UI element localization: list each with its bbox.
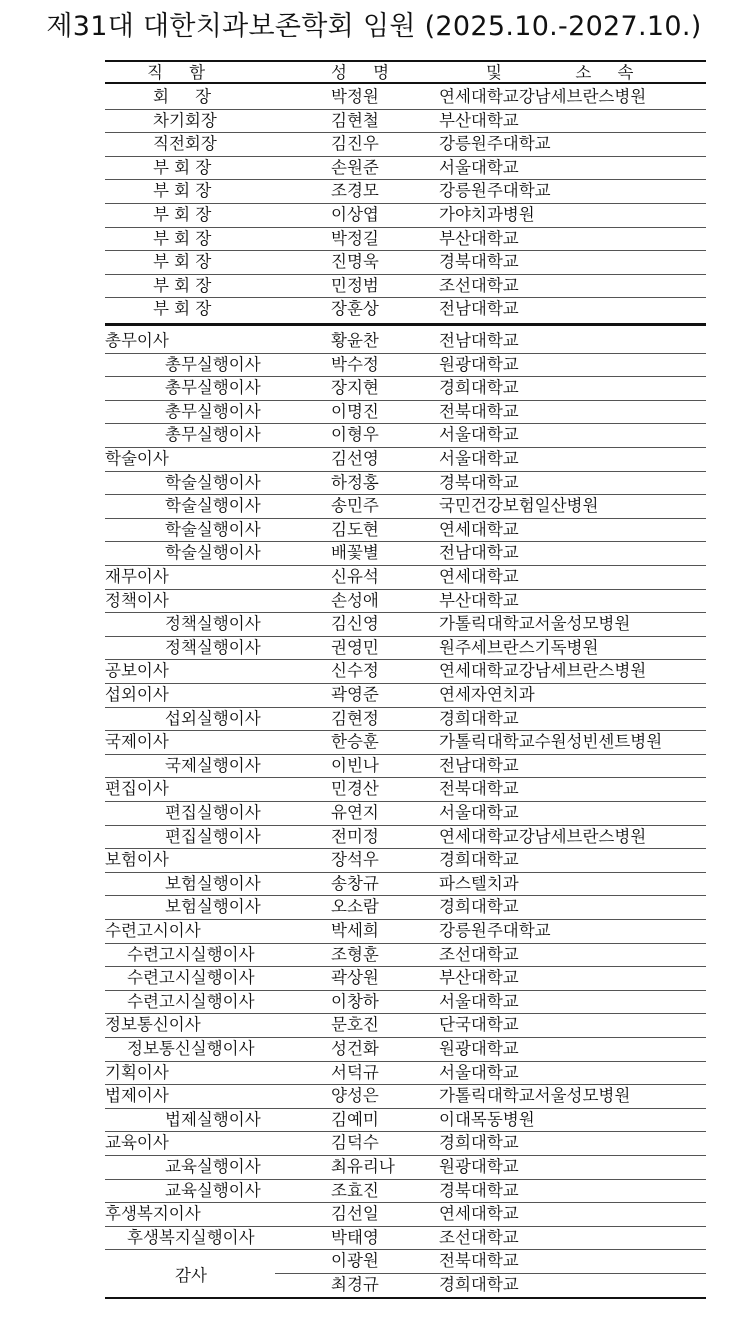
auditor-affiliation: 경희대학교: [439, 1275, 519, 1294]
director-position: 교육실행이사: [165, 1157, 261, 1176]
header-position: 직 함: [147, 63, 206, 82]
director-position: 공보이사: [105, 661, 169, 681]
header-name: 성 명: [331, 63, 390, 82]
director-name: 곽상원: [331, 968, 379, 988]
officer-affiliation: 서울대학교: [439, 157, 519, 177]
director-position: 후생복지이사: [105, 1204, 201, 1224]
director-name: 이명진: [331, 401, 379, 421]
director-name: 손성애: [331, 590, 379, 610]
director-name: 문호진: [331, 1015, 379, 1035]
director-affiliation: 부산대학교: [439, 590, 519, 610]
director-affiliation: 전남대학교: [439, 331, 519, 350]
director-position: 국제이사: [105, 732, 169, 752]
officer-position: 부 회 장: [153, 181, 212, 201]
director-name: 김현정: [331, 708, 379, 728]
director-affiliation: 조선대학교: [439, 944, 519, 964]
director-affiliation: 부산대학교: [439, 968, 519, 988]
director-position: 국제실행이사: [165, 755, 261, 775]
officer-row: [105, 132, 706, 156]
director-position: 수련고시이사: [105, 921, 201, 940]
director-position: 학술실행이사: [165, 543, 261, 563]
director-position: 총무실행이사: [165, 378, 261, 398]
director-position: 교육실행이사: [165, 1180, 261, 1200]
director-affiliation: 원광대학교: [439, 1157, 519, 1176]
director-row: [105, 754, 706, 778]
director-row: [105, 707, 706, 731]
director-affiliation: 가톨릭대학교수원성빈센트병원: [439, 732, 663, 752]
director-affiliation: 원광대학교: [439, 354, 519, 374]
director-position: 편집이사: [105, 779, 169, 799]
director-row: [105, 447, 706, 471]
officer-affiliation: 부산대학교: [439, 228, 519, 248]
director-name: 민경산: [331, 779, 379, 799]
director-affiliation: 조선대학교: [439, 1227, 519, 1247]
officer-position: 부 회 장: [153, 299, 212, 319]
director-name: 박태영: [331, 1227, 379, 1247]
auditor-name: 최경규: [331, 1275, 379, 1294]
director-name: 곽영준: [331, 685, 379, 704]
director-row: [105, 1013, 706, 1037]
director-row: [105, 423, 706, 447]
auditor-row: [105, 1249, 706, 1273]
director-name: 송민주: [331, 496, 379, 516]
director-position: 수련고시실행이사: [127, 968, 255, 988]
director-position: 보험이사: [105, 850, 169, 870]
officer-position: 차기회장: [153, 110, 217, 130]
table-header: [105, 60, 706, 84]
director-position: 수련고시실행이사: [127, 991, 255, 1011]
director-affiliation: 강릉원주대학교: [439, 921, 551, 940]
officer-affiliation: 조선대학교: [439, 275, 519, 295]
director-affiliation: 경희대학교: [439, 897, 519, 917]
officer-row: [105, 156, 706, 180]
director-affiliation: 서울대학교: [439, 425, 519, 445]
director-position: 법제실행이사: [165, 1109, 261, 1129]
officer-row: [105, 179, 706, 203]
director-name: 신수정: [331, 661, 379, 681]
director-position: 총무실행이사: [165, 354, 261, 374]
director-affiliation: 서울대학교: [439, 449, 519, 468]
director-affiliation: 전남대학교: [439, 543, 519, 563]
director-affiliation: 이대목동병원: [439, 1109, 535, 1129]
page-title: 제31대 대한치과보존학회 임원 (2025.10.-2027.10.): [46, 11, 702, 42]
table-bottom-border: [105, 1297, 706, 1299]
director-name: 송창규: [331, 873, 379, 893]
director-name: 박수정: [331, 354, 379, 374]
director-affiliation: 연세대학교: [439, 1204, 519, 1224]
director-row: [105, 1108, 706, 1132]
auditor-position: 감사: [175, 1266, 207, 1285]
director-name: 조형훈: [331, 944, 379, 964]
director-position: 정보통신이사: [105, 1015, 201, 1035]
officer-name: 진명욱: [331, 252, 379, 272]
director-row: [105, 659, 706, 683]
director-row: [105, 541, 706, 565]
officer-affiliation: 강릉원주대학교: [439, 134, 551, 154]
director-name: 이형우: [331, 425, 379, 445]
director-name: 김예미: [331, 1109, 379, 1129]
director-affiliation: 서울대학교: [439, 1062, 519, 1082]
director-affiliation: 연세자연치과: [439, 685, 535, 704]
officer-row: [105, 274, 706, 298]
director-position: 편집실행이사: [165, 803, 261, 822]
officer-position: 부 회 장: [153, 228, 212, 248]
officer-row: [105, 203, 706, 227]
director-row: [105, 895, 706, 919]
director-position: 기획이사: [105, 1062, 169, 1082]
director-affiliation: 국민건강보험일산병원: [439, 496, 599, 516]
director-name: 김선일: [331, 1204, 379, 1224]
director-row: [105, 966, 706, 990]
director-position: 정책실행이사: [165, 614, 261, 634]
director-row: [105, 612, 706, 636]
director-affiliation: 파스텔치과: [439, 873, 519, 893]
director-position: 교육이사: [105, 1133, 169, 1153]
director-affiliation: 가톨릭대학교서울성모병원: [439, 1086, 631, 1106]
director-row: [105, 683, 706, 707]
auditor-row: [105, 1273, 706, 1297]
director-row: [105, 872, 706, 896]
director-row: [105, 1037, 706, 1061]
director-row: [105, 471, 706, 495]
officer-affiliation: 연세대학교강남세브란스병원: [439, 87, 647, 106]
director-row: [105, 353, 706, 377]
director-affiliation: 전북대학교: [439, 401, 519, 421]
officer-row: [105, 297, 706, 321]
director-row: [105, 565, 706, 589]
officer-name: 조경모: [331, 181, 379, 201]
director-position: 총무실행이사: [165, 425, 261, 445]
officer-name: 손원준: [331, 157, 379, 177]
director-row: [105, 730, 706, 754]
director-row: [105, 848, 706, 872]
officer-position: 직전회장: [153, 134, 217, 154]
director-affiliation: 연세대학교강남세브란스병원: [439, 661, 647, 681]
director-row: [105, 329, 706, 353]
director-name: 이창하: [331, 991, 379, 1011]
officer-row: [105, 109, 706, 133]
director-name: 김신영: [331, 614, 379, 634]
director-name: 조효진: [331, 1180, 379, 1200]
officer-name: 박정원: [331, 87, 379, 106]
officer-row: [105, 250, 706, 274]
director-row: [105, 1226, 706, 1250]
director-name: 서덕규: [331, 1062, 379, 1082]
director-row: [105, 494, 706, 518]
director-row: [105, 1061, 706, 1085]
officer-row: [105, 85, 706, 109]
director-name: 김덕수: [331, 1133, 379, 1153]
director-affiliation: 연세대학교: [439, 519, 519, 539]
director-position: 보험실행이사: [165, 873, 261, 893]
director-affiliation: 전남대학교: [439, 755, 519, 775]
officer-position: 부 회 장: [153, 205, 212, 224]
officer-position: 부 회 장: [153, 275, 212, 295]
auditor-name: 이광원: [331, 1251, 379, 1271]
officer-position: 부 회 장: [153, 252, 212, 272]
director-affiliation: 경희대학교: [439, 850, 519, 870]
officer-name: 이상엽: [331, 205, 379, 224]
director-name: 최유리나: [331, 1157, 395, 1176]
officer-name: 김진우: [331, 134, 379, 154]
director-affiliation: 연세대학교강남세브란스병원: [439, 826, 647, 846]
director-name: 한승훈: [331, 732, 379, 752]
director-name: 신유석: [331, 567, 379, 586]
director-position: 학술이사: [105, 449, 169, 468]
director-affiliation: 경희대학교: [439, 708, 519, 728]
section-divider: [105, 323, 706, 326]
officer-name: 김현철: [331, 110, 379, 130]
director-affiliation: 경북대학교: [439, 472, 519, 492]
director-name: 장석우: [331, 850, 379, 870]
director-position: 후생복지실행이사: [127, 1227, 255, 1247]
director-position: 총무이사: [105, 331, 169, 350]
director-position: 재무이사: [105, 567, 169, 586]
officer-affiliation: 부산대학교: [439, 110, 519, 130]
header-affiliation: 및 소 속: [486, 63, 634, 82]
director-row: [105, 825, 706, 849]
director-position: 법제이사: [105, 1086, 169, 1106]
officer-row: [105, 227, 706, 251]
director-position: 정보통신실행이사: [127, 1039, 255, 1058]
director-position: 보험실행이사: [165, 897, 261, 917]
director-row: [105, 376, 706, 400]
director-position: 학술실행이사: [165, 519, 261, 539]
director-name: 박세희: [331, 921, 379, 940]
director-name: 하정홍: [331, 472, 379, 492]
director-row: [105, 1179, 706, 1203]
officer-affiliation: 가야치과병원: [439, 205, 535, 224]
officer-position: 회 장: [153, 87, 212, 106]
auditor-affiliation: 전북대학교: [439, 1251, 519, 1271]
director-affiliation: 가톨릭대학교서울성모병원: [439, 614, 631, 634]
director-affiliation: 경북대학교: [439, 1180, 519, 1200]
director-affiliation: 경희대학교: [439, 1133, 519, 1153]
director-name: 양성은: [331, 1086, 379, 1106]
director-name: 성건화: [331, 1039, 379, 1058]
director-row: [105, 1131, 706, 1155]
director-name: 황윤찬: [331, 331, 379, 350]
director-affiliation: 연세대학교: [439, 567, 519, 586]
director-name: 전미정: [331, 826, 379, 846]
director-row: [105, 801, 706, 825]
director-affiliation: 경희대학교: [439, 378, 519, 398]
director-affiliation: 서울대학교: [439, 991, 519, 1011]
director-row: [105, 1084, 706, 1108]
director-position: 정책실행이사: [165, 637, 261, 657]
director-name: 이빈나: [331, 755, 379, 775]
officer-name: 장훈상: [331, 299, 379, 319]
director-row: [105, 777, 706, 801]
director-name: 유연지: [331, 803, 379, 822]
director-row: [105, 990, 706, 1014]
director-row: [105, 400, 706, 424]
director-row: [105, 518, 706, 542]
director-name: 김선영: [331, 449, 379, 468]
director-name: 오소람: [331, 897, 379, 917]
officer-name: 민정범: [331, 275, 379, 295]
director-name: 김도현: [331, 519, 379, 539]
director-name: 배꽃별: [331, 543, 379, 563]
director-affiliation: 서울대학교: [439, 803, 519, 822]
director-position: 학술실행이사: [165, 472, 261, 492]
director-position: 섭외이사: [105, 685, 169, 704]
director-row: [105, 1155, 706, 1179]
director-row: [105, 943, 706, 967]
officer-affiliation: 전남대학교: [439, 299, 519, 319]
officer-affiliation: 강릉원주대학교: [439, 181, 551, 201]
officer-position: 부 회 장: [153, 157, 212, 177]
director-position: 수련고시실행이사: [127, 944, 255, 964]
director-position: 학술실행이사: [165, 496, 261, 516]
director-row: [105, 589, 706, 613]
director-affiliation: 원광대학교: [439, 1039, 519, 1058]
director-position: 섭외실행이사: [165, 708, 261, 728]
director-affiliation: 전북대학교: [439, 779, 519, 799]
director-position: 총무실행이사: [165, 401, 261, 421]
director-row: [105, 636, 706, 660]
officer-name: 박정길: [331, 228, 379, 248]
director-position: 정책이사: [105, 590, 169, 610]
director-position: 편집실행이사: [165, 826, 261, 846]
director-affiliation: 단국대학교: [439, 1015, 519, 1035]
director-row: [105, 1202, 706, 1226]
director-name: 장지현: [331, 378, 379, 398]
director-name: 권영민: [331, 637, 379, 657]
director-row: [105, 919, 706, 943]
director-affiliation: 원주세브란스기독병원: [439, 637, 599, 657]
officer-affiliation: 경북대학교: [439, 252, 519, 272]
